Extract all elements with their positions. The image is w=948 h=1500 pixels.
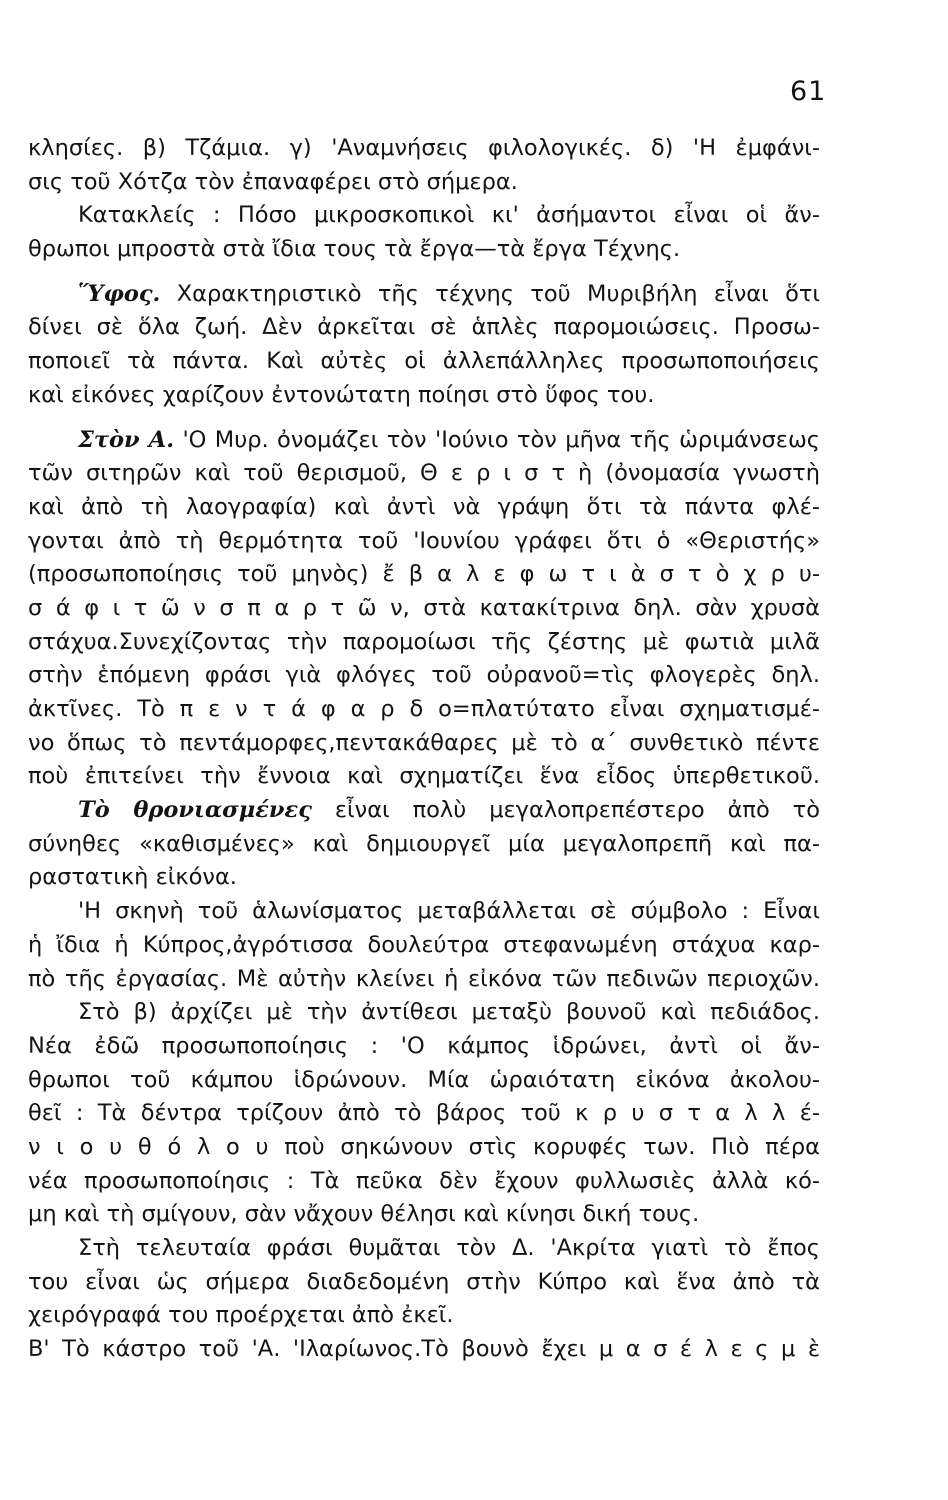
text-line: σις τοῦ Χότζα τὸν ἐπαναφέρει στὸ σήμερα.	[28, 168, 518, 195]
text-line: Κατακλείς : Πόσο μικροσκοπικοὶ κι' ἀσήμαντοι εἶναι οἱ ἄν-	[78, 202, 820, 229]
text-line: Στὸν Α. 'Ο Μυρ. ὀνομάζει τὸν 'Ιούνιο τὸν μῆνα τῆς ὡριμάνσεως	[78, 426, 820, 453]
text-line: θρωποι μπροστὰ στὰ ἴδια τους τὰ ἔργα—τὰ ἔργα Τέχνης.	[28, 236, 681, 263]
text-line: στάχυα.Συνεχίζοντας τὴν παρομοίωσι τῆς ζέστης μὲ φωτιὰ μιλᾶ	[28, 628, 820, 655]
text-line: Β' Τὸ κάστρο τοῦ 'Α. 'Ιλαρίωνος.Τὸ βουνὸ ἔχει μ α σ έ λ ε ς μ ὲ	[28, 1336, 820, 1363]
page-number: 61	[790, 76, 827, 107]
text-line: δίνει σὲ ὅλα ζωή. Δὲν ἀρκεῖται σὲ ἁπλὲς παρομοιώσεις. Προσω-	[28, 314, 820, 341]
text-line: ἡ ἴδια ἡ Κύπρος,ἀγρότισσα δουλεύτρα στεφανωμένη στάχυα καρ-	[28, 931, 820, 958]
text-line: σ ά φ ι τ ῶ ν σ π α ρ τ ῶ ν, στὰ κατακίτρινα δηλ. σὰν χρυσὰ	[28, 594, 820, 621]
text-line: ποὺ ἐπιτείνει τὴν ἔννοια καὶ σχηματίζει ἕνα εἶδος ὑπερθετικοῦ.	[28, 763, 820, 790]
text-line: καὶ ἀπὸ τὴ λαογραφία) καὶ ἀντὶ νὰ γράψη ὅτι τὰ πάντα φλέ-	[28, 493, 820, 520]
text-line: χειρόγραφά του προέρχεται ἀπὸ ἐκεῖ.	[28, 1302, 454, 1329]
text-line: ν ι ο υ θ ό λ ο υ ποὺ σηκώνουν στὶς κορυφές των. Πιὸ πέρα	[28, 1133, 820, 1160]
text-line: Στὸ β) ἀρχίζει μὲ τὴν ἀντίθεσι μεταξὺ βουνοῦ καὶ πεδιάδος.	[78, 999, 820, 1026]
text-line: σύνηθες «καθισμένες» καὶ δημιουργεῖ μία μεγαλοπρεπῆ καὶ πα-	[28, 830, 820, 857]
text-line: νέα προσωποποίησις : Τὰ πεῦκα δὲν ἔχουν φυλλωσιὲς ἀλλὰ κό-	[28, 1167, 820, 1194]
text-line: τῶν σιτηρῶν καὶ τοῦ θερισμοῦ, Θ ε ρ ι σ τ ὴ (ὀνομασία γνωστὴ	[28, 460, 820, 487]
text-line: του εἶναι ὡς σήμερα διαδεδομένη στὴν Κύπρο καὶ ἕνα ἀπὸ τὰ	[28, 1268, 820, 1295]
text-line: 'Η σκηνὴ τοῦ ἁλωνίσματος μεταβάλλεται σὲ σύμβολο : Εἶναι	[78, 898, 820, 925]
text-line: Στὴ τελευταία φράσι θυμᾶται τὸν Δ. 'Ακρίτα γιατὶ τὸ ἔπος	[78, 1235, 820, 1261]
text-line: νο ὅπως τὸ πεντάμορφες,πεντακάθαρες μὲ τὸ α΄ συνθετικὸ πέντε	[28, 729, 820, 756]
text-line: καὶ εἰκόνες χαρίζουν ἐντονώτατη ποίησι στὸ ὕφος του.	[28, 381, 655, 408]
text-line: Τὸ θρονιασμένες εἶναι πολὺ μεγαλοπρεπέστερο ἀπὸ τὸ	[78, 797, 820, 824]
text-line: στὴν ἑπόμενη φράσι γιὰ φλόγες τοῦ οὐρανοῦ=τὶς φλογερὲς δηλ.	[28, 662, 820, 689]
text-line: (προσωποποίησις τοῦ μηνὸς) ἔ β α λ ε φ ω τ ι ὰ σ τ ὸ χ ρ υ-	[28, 561, 820, 588]
text-line: θρωποι τοῦ κάμπου ἱδρώνουν. Μία ὡραιότατη εἰκόνα ἀκολου-	[28, 1066, 820, 1093]
text-line: Ὕφος. Χαρακτηριστικὸ τῆς τέχνης τοῦ Μυριβήλη εἶναι ὅτι	[78, 280, 820, 307]
text-line: ἀκτῖνες. Τὸ π ε ν τ ά φ α ρ δ ο=πλατύτατο εἶναι σχηματισμέ-	[28, 696, 820, 722]
text-line: μη καὶ τὴ σμίγουν, σὰν νἄχουν θέλησι καὶ κίνησι δική τους.	[28, 1201, 700, 1228]
text-line: ραστατικὴ εἰκόνα.	[28, 864, 237, 891]
body-text	[28, 132, 820, 1367]
text-line: κλησίες. β) Τζάμια. γ) 'Αναμνήσεις φιλολογικές. δ) 'Η ἐμφάνι-	[28, 135, 820, 161]
text-line: πὸ τῆς ἐργασίας. Μὲ αὐτὴν κλείνει ἡ εἰκόνα τῶν πεδινῶν περιοχῶν.	[28, 965, 820, 992]
text-line: θεῖ : Τὰ δέντρα τρίζουν ἀπὸ τὸ βάρος τοῦ κ ρ υ σ τ α λ λ έ-	[28, 1100, 820, 1127]
text-line: ποποιεῖ τὰ πάντα. Καὶ αὐτὲς οἱ ἀλλεπάλληλες προσωποποιήσεις	[28, 348, 820, 375]
text-line: γονται ἀπὸ τὴ θερμότητα τοῦ 'Ιουνίου γράφει ὅτι ὁ «Θεριστής»	[28, 527, 820, 554]
text-line: Νέα ἐδῶ προσωποποίησις : 'Ο κάμπος ἱδρώνει, ἀντὶ οἱ ἄν-	[28, 1032, 820, 1059]
